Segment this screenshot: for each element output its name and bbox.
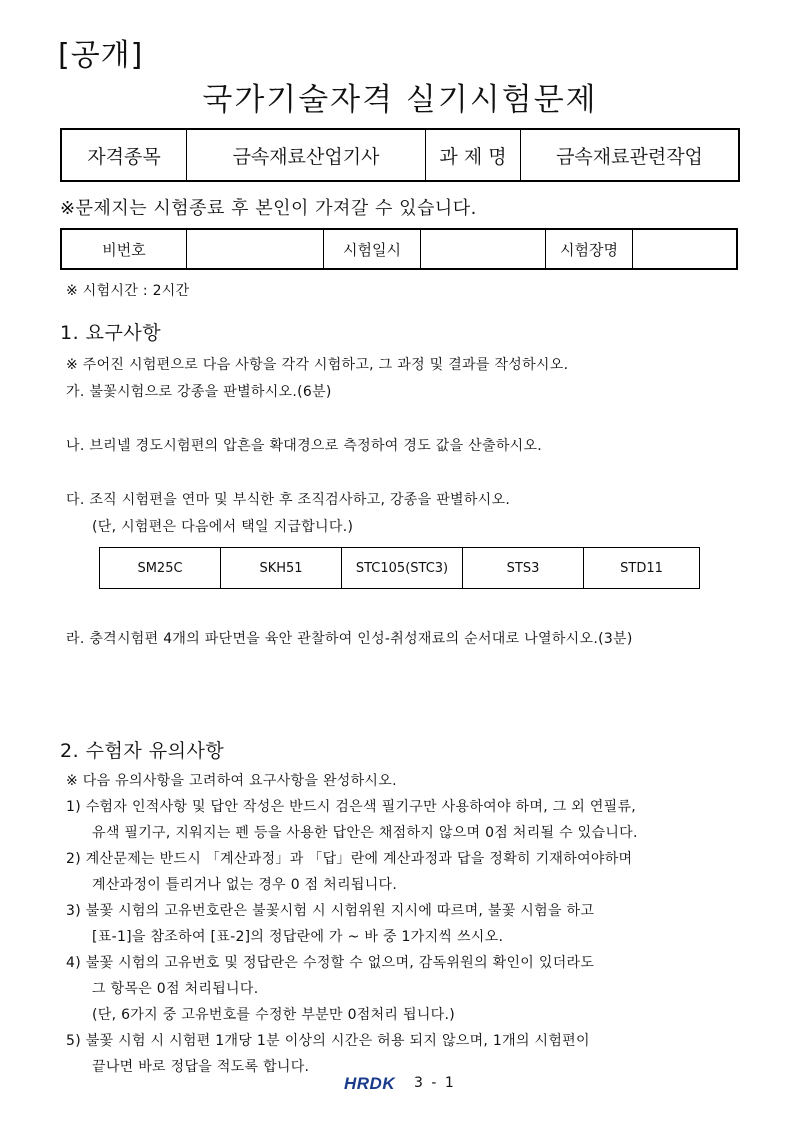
exam-datetime-label: 시험일시 [324, 229, 421, 269]
public-label: [공개] [58, 38, 144, 73]
exam-info-table [60, 228, 738, 270]
section-2-line: 계산과정이 틀리거나 없는 경우 0 점 처리됩니다. [92, 877, 398, 893]
steel-type-table [99, 547, 700, 589]
section-1-item-ra: 라. 충격시험편 4개의 파단면을 육안 관찰하여 인성-취성재료의 순서대로 나열하시오.(3분) [66, 631, 633, 647]
qualification-type-label: 자격종목 [61, 129, 187, 181]
exam-time-text: ※ 시험시간 : 2시간 [66, 283, 190, 299]
exam-number-label: 비번호 [61, 229, 187, 269]
steel-cell: SKH51 [221, 548, 342, 589]
task-name-value: 금속재료관련작업 [521, 129, 740, 181]
section-1-item-na: 나. 브리넬 경도시험편의 압흔을 확대경으로 측정하여 경도 값을 산출하시오. [66, 438, 543, 454]
section-1-item-ga: 가. 불꽃시험으로 강종을 판별하시오.(6분) [66, 384, 332, 400]
section-1-note: (단, 시험편은 다음에서 택일 지급합니다.) [92, 519, 354, 535]
section-2-line: 5) 불꽃 시험 시 시험편 1개당 1분 이상의 시간은 허용 되지 않으며, 1개의 시험편이 [66, 1033, 590, 1049]
exam-number-field[interactable] [187, 229, 324, 269]
exam-venue-field[interactable] [633, 229, 738, 269]
section-2-line: (단, 6가지 중 고유번호를 수정한 부분만 0점처리 됩니다.) [92, 1007, 455, 1023]
section-2-line: 4) 불꽃 시험의 고유번호 및 정답란은 수정할 수 없으며, 감독위원의 확인이 있더라도 [66, 955, 595, 971]
section-2-line: 끝나면 바로 정답을 적도록 합니다. [92, 1059, 310, 1075]
steel-cell: STC105(STC3) [342, 548, 463, 589]
qualification-info-table [60, 128, 740, 182]
section-2-line: 2) 계산문제는 반드시 「계산과정」과 「답」란에 계산과정과 답을 정확히 기재하여야하며 [66, 851, 633, 867]
section-2-line: [표-1]을 참조하여 [표-2]의 정답란에 가 ~ 바 중 1가지씩 쓰시오. [92, 929, 504, 945]
hrdk-logo: HRDK [344, 1074, 396, 1093]
section-1-heading: 1. 요구사항 [60, 322, 162, 344]
steel-cell: SM25C [100, 548, 221, 589]
section-2-line: ※ 다음 유의사항을 고려하여 요구사항을 완성하시오. [66, 773, 397, 789]
exam-venue-label: 시험장명 [546, 229, 633, 269]
steel-cell: STS3 [463, 548, 584, 589]
page-number: 3 - 1 [414, 1075, 456, 1091]
section-2-heading: 2. 수험자 유의사항 [60, 740, 225, 762]
section-2-line: 유색 필기구, 지워지는 펜 등을 사용한 답안은 채점하지 않으며 0점 처리될 수 있습니다. [92, 825, 638, 841]
section-2-line: 그 항목은 0점 처리됩니다. [92, 981, 259, 997]
task-name-label: 과 제 명 [426, 129, 521, 181]
section-2-line: 3) 불꽃 시험의 고유번호란은 불꽃시험 시 시험위원 지시에 따르며, 불꽃 시험을 하고 [66, 903, 595, 919]
steel-cell: STD11 [584, 548, 700, 589]
page-title: 국가기술자격 실기시험문제 [202, 82, 598, 118]
notice-text: ※문제지는 시험종료 후 본인이 가져갈 수 있습니다. [60, 198, 477, 219]
qualification-type-value: 금속재료산업기사 [187, 129, 426, 181]
section-1-line: ※ 주어진 시험편으로 다음 사항을 각각 시험하고, 그 과정 및 결과를 작성하시오. [66, 357, 569, 373]
section-1-item-da: 다. 조직 시험편을 연마 및 부식한 후 조직검사하고, 강종을 판별하시오. [66, 492, 511, 508]
section-2-line: 1) 수험자 인적사항 및 답안 작성은 반드시 검은색 필기구만 사용하여야 하며, 그 외 연필류, [66, 799, 637, 815]
exam-datetime-field[interactable] [421, 229, 546, 269]
